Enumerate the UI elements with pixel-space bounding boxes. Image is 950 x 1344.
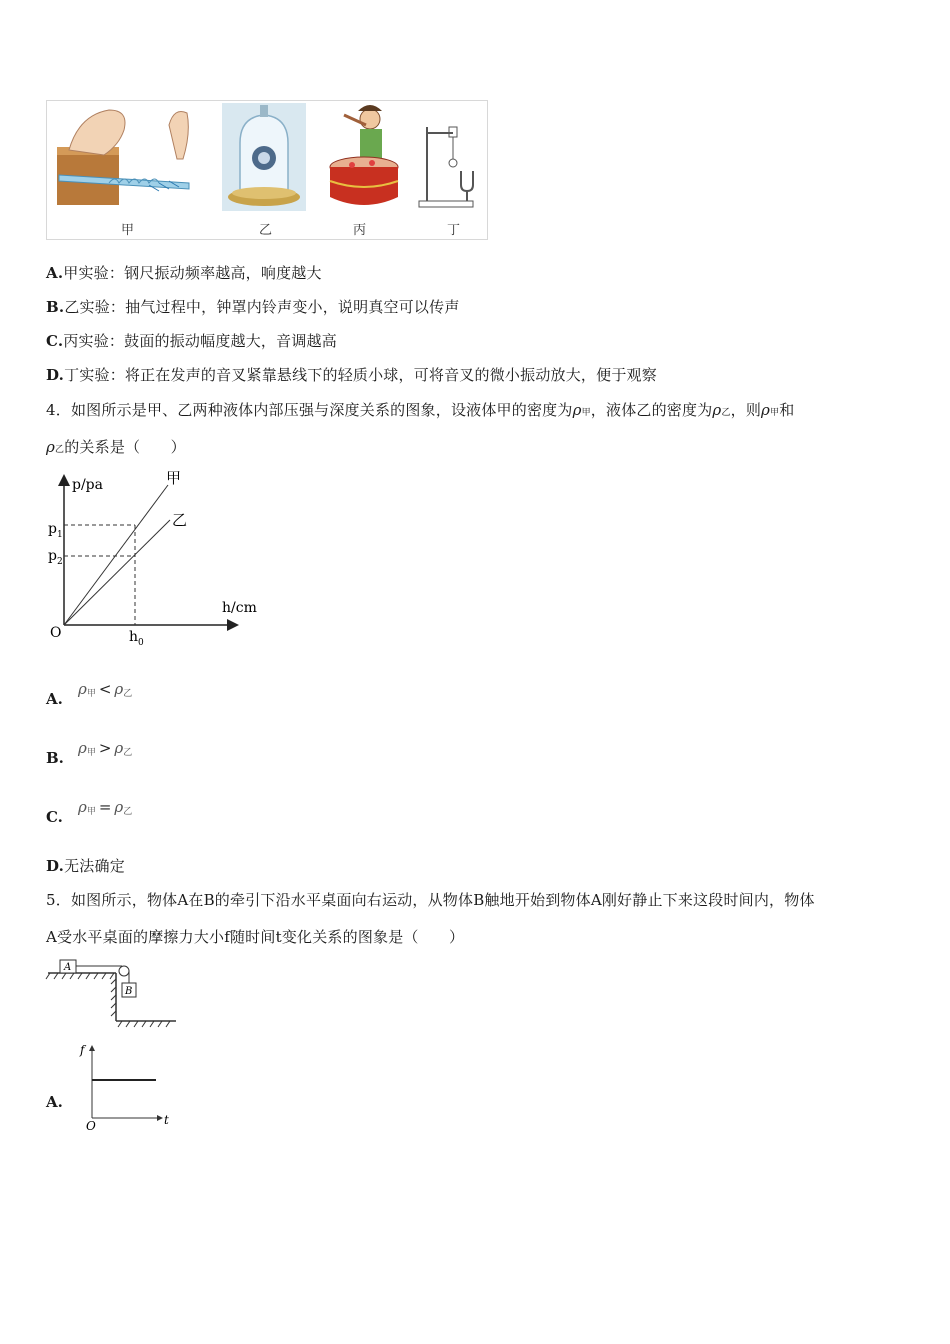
h0-label: $h_0$ <box>129 629 144 648</box>
q4-stem-line1: 4．如图所示是甲、乙两种液体内部压强与深度关系的图象，设液体甲的密度为ρ甲，液体乙的密度为ρ乙，则ρ甲和 <box>46 401 795 419</box>
q5-stem-line1: 5．如图所示，物体A在B的牵引下沿水平桌面向右运动，从物体B触地开始到物体A刚好静止下来这段时间内，物体 <box>46 891 815 909</box>
pulley-diagram <box>44 955 184 1031</box>
q4-option-a-letter: A. <box>46 690 63 708</box>
q4-option-d: D.无法确定 <box>46 857 125 875</box>
q4-option-b-formula: ρ甲 > ρ乙 <box>78 739 133 758</box>
svg-text:O: O <box>86 1119 96 1132</box>
block-a-label: A <box>64 962 72 973</box>
q3-option-b: B.乙实验：抽气过程中，钟罩内铃声变小，说明真空可以传声 <box>46 298 460 316</box>
svg-text:f: f <box>80 1043 85 1057</box>
q5-stem-line2: A受水平桌面的摩擦力大小f随时间t变化关系的图象是（ ） <box>46 928 465 946</box>
x-label: h/cm <box>222 600 257 616</box>
q4-stem-line2: ρ乙的关系是（ ） <box>46 438 186 456</box>
q3-option-c: C.丙实验：鼓面的振动幅度越大，音调越高 <box>46 332 337 350</box>
tuning-fork-image <box>415 121 485 213</box>
line-jia-label: 甲 <box>166 469 182 487</box>
bell-jar-image <box>222 103 306 213</box>
q3-option-d: D.丁实验：将正在发声的音叉紧靠悬线下的轻质小球，可将音叉的微小振动放大，便于观察 <box>46 366 657 384</box>
origin-label: O <box>50 625 62 641</box>
q3-option-a: A.甲实验：钢尺振动频率越高，响度越大 <box>46 264 322 282</box>
q5-option-a-letter: A. <box>46 1093 63 1111</box>
caption-yi: 乙 <box>259 223 273 238</box>
line-yi-label: 乙 <box>172 511 188 529</box>
p1-label: $p_1$ <box>48 521 63 540</box>
y-label: p/pa <box>72 477 103 493</box>
caption-ding: 丁 <box>447 223 461 238</box>
caption-bing: 丙 <box>353 223 367 238</box>
q5-option-a-graph <box>78 1040 178 1132</box>
block-b-label: B <box>125 986 133 997</box>
q4-option-a-formula: ρ甲 < ρ乙 <box>78 680 133 699</box>
pressure-depth-graph <box>40 465 270 655</box>
q4-option-c-formula: ρ甲 = ρ乙 <box>78 798 133 817</box>
line-jia <box>64 485 168 625</box>
q4-option-c-letter: C. <box>46 808 63 826</box>
caption-jia: 甲 <box>121 223 135 238</box>
line-yi <box>64 520 170 625</box>
ruler-experiment-image <box>49 105 199 215</box>
svg-text:t: t <box>164 1113 169 1127</box>
q4-option-b-letter: B. <box>46 749 64 767</box>
drum-image <box>322 101 412 213</box>
experiment-figure <box>46 100 488 240</box>
p2-label: $p_2$ <box>48 548 63 567</box>
